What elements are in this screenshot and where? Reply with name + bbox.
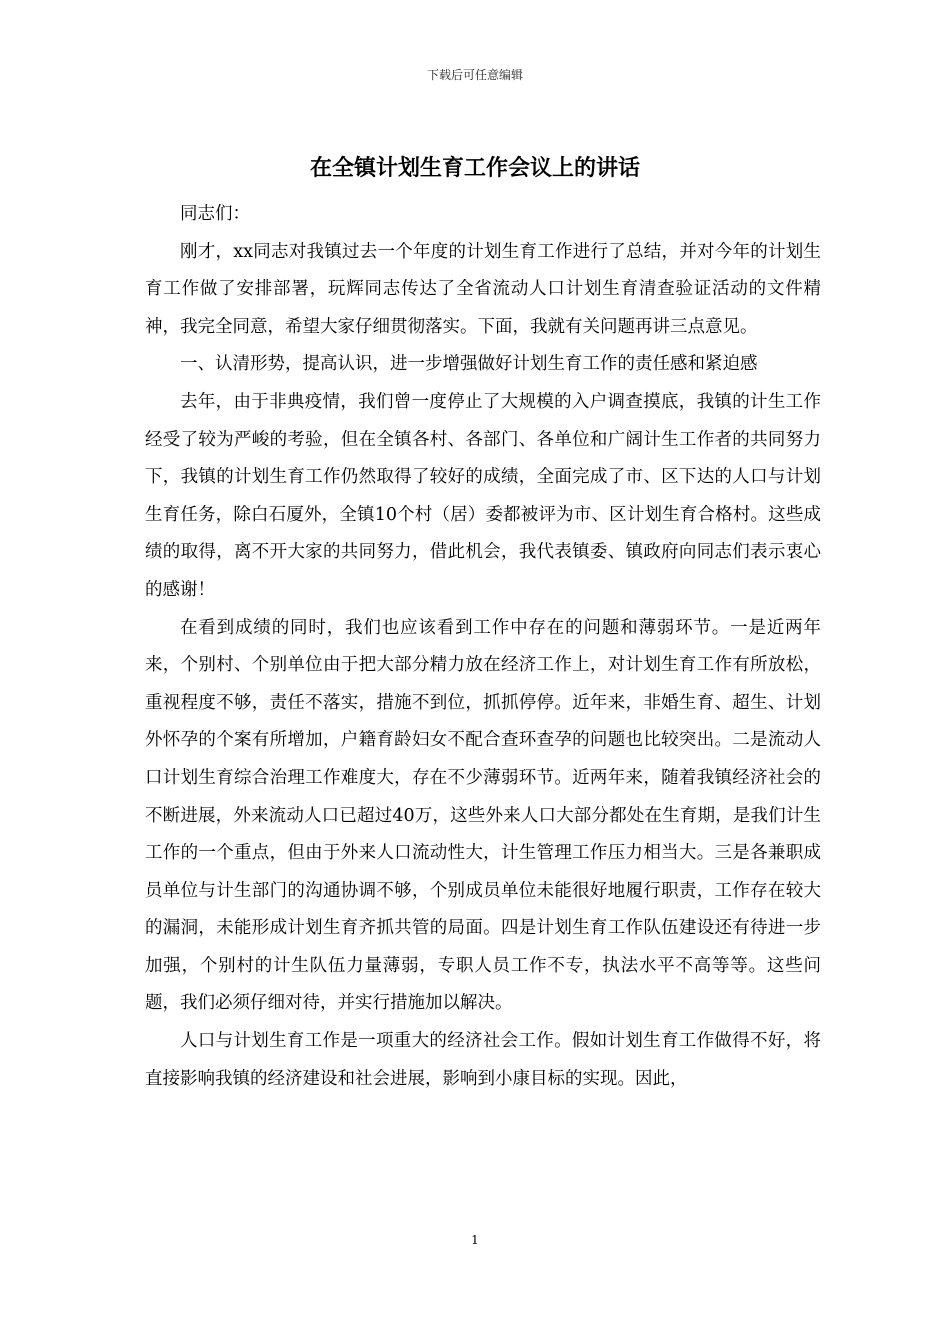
- page-number: 1: [471, 1233, 479, 1247]
- salutation-paragraph: 同志们：: [180, 204, 250, 224]
- header-note: 下载后可任意编辑: [426, 68, 523, 82]
- body-paragraph: 去年，由于非典疫情，我们曾一度停止了大规模的入户调查摸底，我镇的计生工作经受了较为严峻的考验，但在全镇各村、各部门、各单位和广阔计生工作者的共同努力下，我镇的计划生育工作仍然取得了较好的成绩，全面完成了市、区下达的人口与计划生育任务，除白石厦外，全镇10个村（居）委都被评为市、区计划生育合格村。这些成绩的取得，离不开大家的共同努力，借此机会，我代表镇委、镇政府向同志们表示衷心的感谢！: [145, 391, 821, 600]
- document-body: [145, 196, 821, 1098]
- body-paragraph: 在看到成绩的同时，我们也应该看到工作中存在的问题和薄弱环节。一是近两年来，个别村、个别单位由于把大部分精力放在经济工作上，对计划生育工作有所放松，重视程度不够，责任不落实，措施不到位，抓抓停停。近年来，非婚生育、超生、计划外怀孕的个案有所增加，户籍育龄妇女不配合查环查孕的问题也比较突出。二是流动人口计划生育综合治理工作难度大，存在不少薄弱环节。近两年来，随着我镇经济社会的不断进展，外来流动人口已超过40万，这些外来人口大部分都处在生育期，是我们计生工作的一个重点，但由于外来人口流动性大，计生管理工作压力相当大。三是各兼职成员单位与计生部门的沟通协调不够，个别成员单位未能很好地履行职责，工作存在较大的漏洞，未能形成计划生育齐抓共管的局面。四是计划生育工作队伍建设还有待进一步加强，个别村的计生队伍力量薄弱，专职人员工作不专，执法水平不高等等。这些问题，我们必须仔细对待，并实行措施加以解决。: [145, 617, 821, 1014]
- section-heading-paragraph: 一、认清形势，提高认识，进一步增强做好计划生育工作的责任感和紧迫感: [180, 354, 758, 375]
- document-title: 在全镇计划生育工作会议上的讲话: [309, 156, 640, 181]
- body-paragraph: 刚才，xx同志对我镇过去一个年度的计划生育工作进行了总结，并对今年的计划生育工作做了安排部署，玩辉同志传达了全省流动人口计划生育清查验证活动的文件精神，我完全同意，希望大家仔细贯彻落实。下面，我就有关问题再讲三点意见。: [145, 241, 821, 337]
- body-paragraph: 人口与计划生育工作是一项重大的经济社会工作。假如计划生育工作做得不好，将直接影响我镇的经济建设和社会进展，影响到小康目标的实现。因此，: [145, 1031, 821, 1089]
